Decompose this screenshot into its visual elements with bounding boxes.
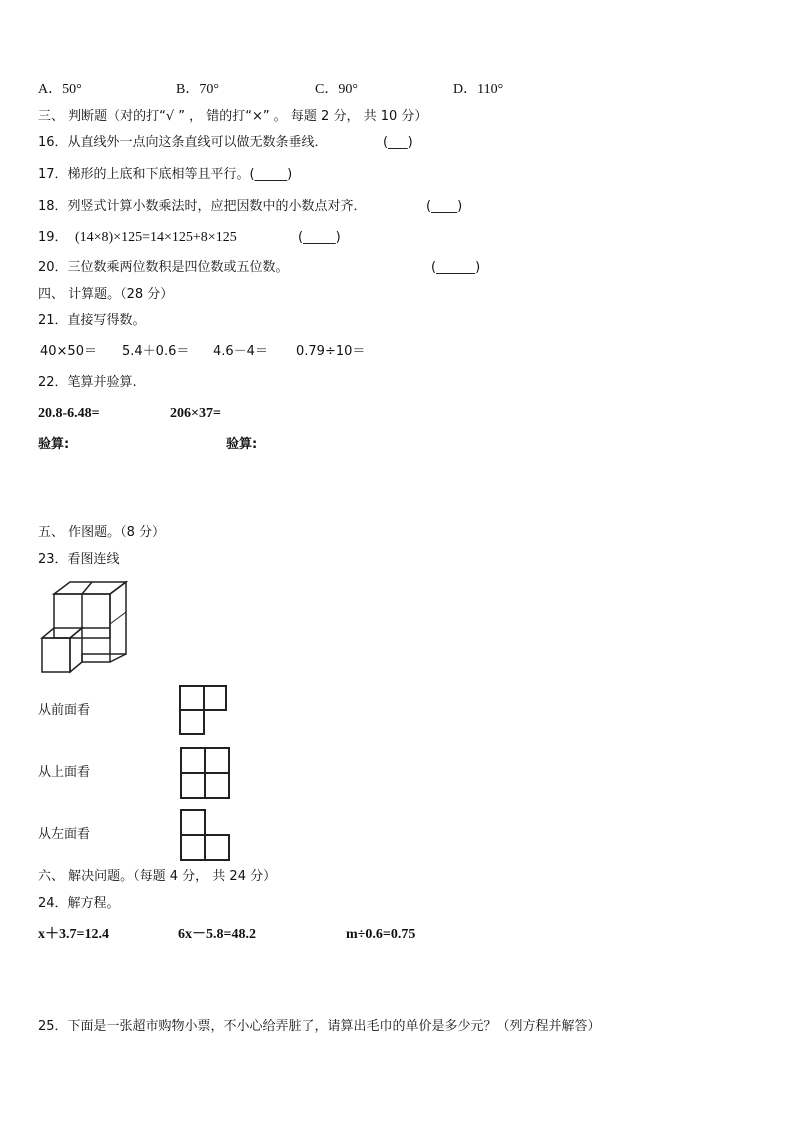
question-19-expression: (14×8)×125=14×125+8×125 [75,230,237,245]
written-calc-1: 20.8-6.48= [38,406,100,421]
view-label-left: 从左面看 [38,827,91,842]
check-label-2: 验算: [226,437,258,452]
question-23: 23．看图连线 [38,552,120,567]
option-a: A．50° [38,82,82,97]
cube-stack-figure [38,578,132,676]
written-calc-2: 206×37= [170,406,221,421]
calc-item-1: 40×50＝ [40,344,97,359]
question-21: 21．直接写得数。 [38,313,146,328]
section3-heading: 三、 判断题（对的打“√ ” ， 错的打“×” 。 每题 2 分， 共 10 分） [38,109,428,124]
option-c: C．90° [315,82,358,97]
equation-3: m÷0.6=0.75 [346,927,416,942]
option-b: B．70° [176,82,219,97]
equation-1: x＋3.7=12.4 [38,927,109,942]
question-22: 22．笔算并验算. [38,375,137,390]
answer-blank-18: (____) [426,199,463,214]
answer-blank-20: (______) [431,260,481,275]
section5-heading: 五、 作图题。（8 分） [38,525,166,540]
question-18: 18．列竖式计算小数乘法时，应把因数中的小数点对齐． [38,199,367,214]
answer-blank-19: (_____) [298,230,341,245]
question-20: 20．三位数乘两位数积是四位数或五位数。 [38,260,289,275]
answer-blank-16: (___) [383,135,413,150]
question-16: 16．从直线外一点向这条直线可以做无数条垂线． [38,135,328,150]
section6-heading: 六、 解决问题。（每题 4 分， 共 24 分） [38,869,277,884]
option-d: D．110° [453,82,504,97]
equation-2: 6x－5.8=48.2 [178,927,256,942]
question-19-number: 19． [38,230,68,245]
calc-item-3: 4.6－4＝ [213,344,268,359]
question-24: 24．解方程。 [38,896,120,911]
front-view-diagram [178,684,230,738]
question-17: 17．梯形的上底和下底相等且平行。(_____) [38,167,293,182]
calc-item-4: 0.79÷10＝ [296,344,366,359]
check-label-1: 验算: [38,437,70,452]
top-view-diagram [179,746,231,800]
calc-item-2: 5.4＋0.6＝ [122,344,190,359]
view-label-front: 从前面看 [38,703,91,718]
left-view-diagram [179,808,231,862]
question-25: 25．下面是一张超市购物小票，不小心给弄脏了，请算出毛巾的单价是多少元？（列方程并解答） [38,1019,601,1034]
section4-heading: 四、 计算题。（28 分） [38,287,174,302]
view-label-top: 从上面看 [38,765,91,780]
